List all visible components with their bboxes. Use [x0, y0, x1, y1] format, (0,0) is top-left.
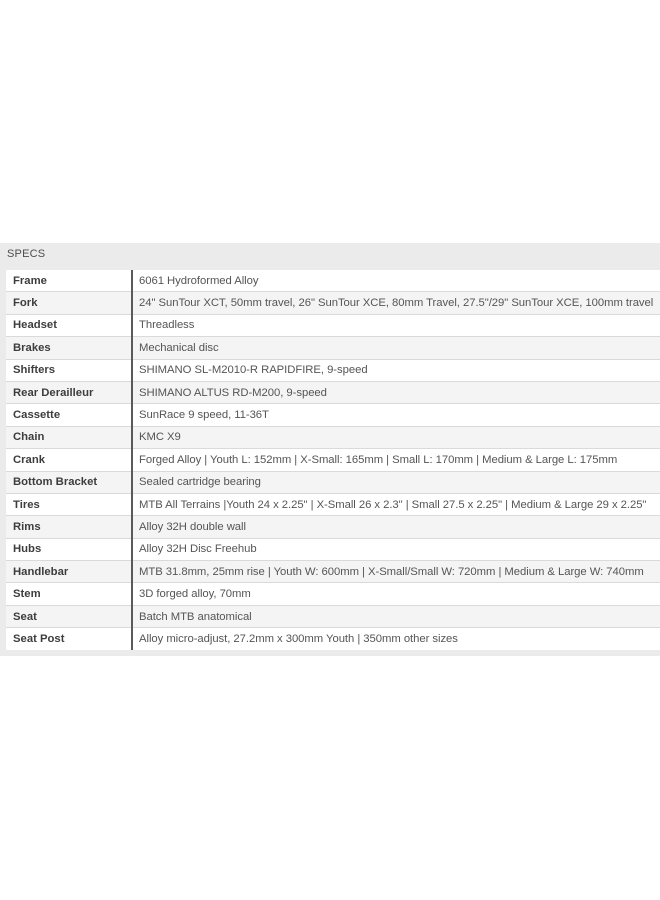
spec-table: [6, 270, 660, 650]
spec-row: [6, 270, 660, 292]
specs-section: [0, 243, 660, 656]
spec-row: [6, 516, 660, 538]
spec-value: SHIMANO ALTUS RD-M200, 9-speed: [132, 381, 660, 403]
spec-label: Cassette: [6, 404, 132, 426]
spec-row: [6, 628, 660, 650]
spec-label: Headset: [6, 314, 132, 336]
spec-value: KMC X9: [132, 426, 660, 448]
spec-value: Forged Alloy | Youth L: 152mm | X-Small: 165mm | Small L: 170mm | Medium & Large L: 175mm: [132, 449, 660, 471]
spec-row: [6, 561, 660, 583]
spec-value: SunRace 9 speed, 11-36T: [132, 404, 660, 426]
spec-row: [6, 493, 660, 515]
spec-label: Brakes: [6, 337, 132, 359]
spec-row: [6, 605, 660, 627]
spec-label: Chain: [6, 426, 132, 448]
spec-value: 3D forged alloy, 70mm: [132, 583, 660, 605]
spec-label: Stem: [6, 583, 132, 605]
spec-value: Alloy micro-adjust, 27.2mm x 300mm Youth | 350mm other sizes: [132, 628, 660, 650]
specs-heading: SPECS: [7, 248, 46, 260]
spec-value: Batch MTB anatomical: [132, 605, 660, 627]
spec-label: Seat Post: [6, 628, 132, 650]
spec-row: [6, 471, 660, 493]
spec-label: Tires: [6, 493, 132, 515]
spec-value: SHIMANO SL-M2010-R RAPIDFIRE, 9-speed: [132, 359, 660, 381]
spec-row: [6, 381, 660, 403]
spec-row: [6, 583, 660, 605]
spec-label: Hubs: [6, 538, 132, 560]
spec-value: 6061 Hydroformed Alloy: [132, 270, 660, 292]
spec-value: MTB All Terrains |Youth 24 x 2.25" | X-Small 26 x 2.3" | Small 27.5 x 2.25" | Medium & Large 29 x 2.25": [132, 493, 660, 515]
spec-label: Seat: [6, 605, 132, 627]
spec-label: Shifters: [6, 359, 132, 381]
spec-row: [6, 337, 660, 359]
spec-row: [6, 314, 660, 336]
spec-value: 24" SunTour XCT, 50mm travel, 26" SunTour XCE, 80mm Travel, 27.5"/29" SunTour XCE, 100mm travel: [132, 292, 660, 314]
spec-value: Alloy 32H double wall: [132, 516, 660, 538]
spec-label: Rims: [6, 516, 132, 538]
spec-row: [6, 426, 660, 448]
spec-value: Alloy 32H Disc Freehub: [132, 538, 660, 560]
spec-value: Threadless: [132, 314, 660, 336]
spec-row: [6, 449, 660, 471]
spec-label: Fork: [6, 292, 132, 314]
spec-row: [6, 359, 660, 381]
spec-value: Sealed cartridge bearing: [132, 471, 660, 493]
spec-row: [6, 292, 660, 314]
spec-row: [6, 404, 660, 426]
spec-value: MTB 31.8mm, 25mm rise | Youth W: 600mm | X-Small/Small W: 720mm | Medium & Large W: 740mm: [132, 561, 660, 583]
spec-label: Rear Derailleur: [6, 381, 132, 403]
spec-label: Crank: [6, 449, 132, 471]
spec-value: Mechanical disc: [132, 337, 660, 359]
spec-label: Bottom Bracket: [6, 471, 132, 493]
spec-table-body: [6, 270, 660, 650]
spec-label: Handlebar: [6, 561, 132, 583]
spec-label: Frame: [6, 270, 132, 292]
spec-row: [6, 538, 660, 560]
